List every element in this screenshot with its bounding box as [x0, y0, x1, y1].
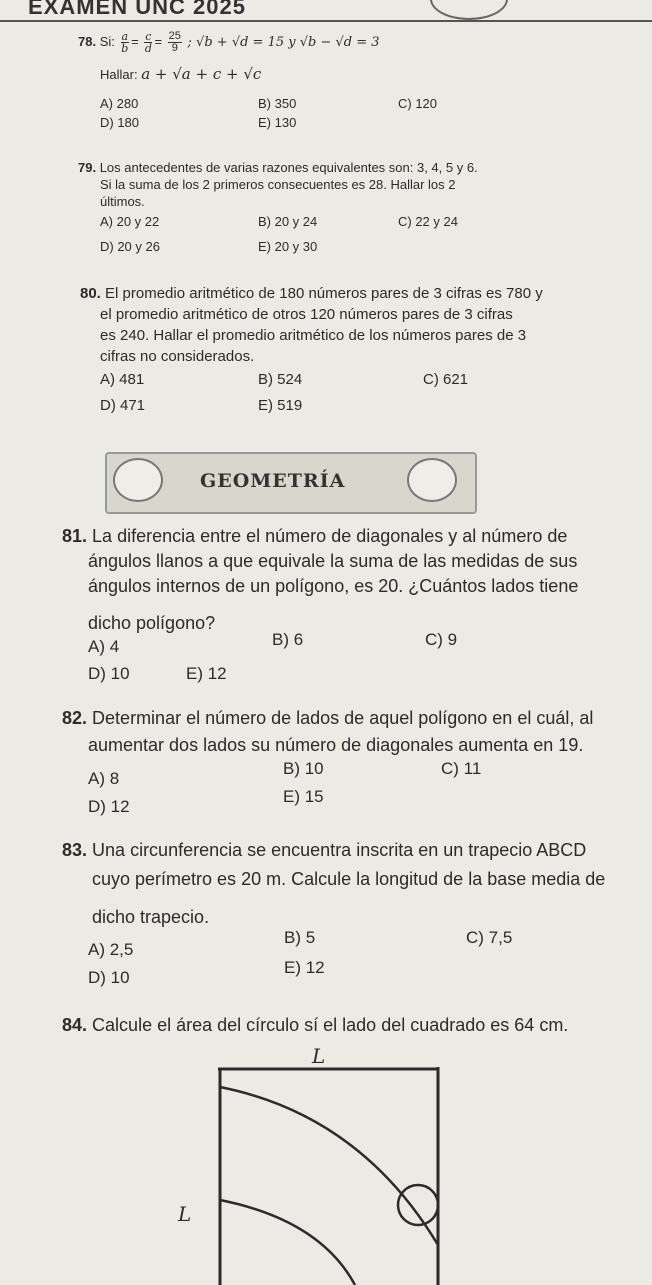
q83-line-2: cuyo perímetro es 20 m. Calcule la longitud de la base media de — [92, 869, 606, 889]
inscribed-circle — [398, 1185, 438, 1225]
q80-option-b: B) 524 — [258, 371, 303, 388]
q82-option-e: E) 15 — [283, 787, 324, 806]
q82-option-b: B) 10 — [283, 759, 324, 778]
q78-option-a: A) 280 — [100, 96, 139, 111]
q82-line-1: 82. Determinar el número de lados de aquel polígono en el cuál, al — [62, 708, 594, 728]
quarter-arc-lower — [220, 1200, 355, 1285]
q78-fraction-1: $\frac{a}{b}$ — [121, 30, 129, 55]
header-rule — [0, 20, 652, 22]
section-title: GEOMETRÍA — [200, 470, 346, 492]
q83-option-d: D) 10 — [88, 968, 130, 987]
q78-option-e: E) 130 — [258, 115, 297, 130]
q84-line-1: 84. Calcule el área del círculo sí el lado del cuadrado es 64 cm. — [62, 1015, 569, 1035]
q79-number: 79. — [78, 160, 97, 175]
q83-line-3: dicho trapecio. — [92, 907, 210, 927]
q83-line-1: 83. Una circunferencia se encuentra inscrita en un trapecio ABCD — [62, 840, 587, 860]
q83-option-c: C) 7,5 — [466, 928, 513, 947]
exam-title: EXAMEN UNC 2025 — [28, 0, 246, 19]
q79-option-e: E) 20 y 30 — [258, 239, 318, 254]
q83-option-b: B) 5 — [284, 928, 316, 947]
q78-option-d: D) 180 — [100, 115, 140, 130]
q78-given-prefix: Si: — [99, 33, 115, 49]
q80-number: 80. — [80, 285, 101, 302]
q81-option-c: C) 9 — [425, 630, 458, 649]
figure-label-left: L — [178, 1202, 192, 1226]
banner-right-emblem — [407, 458, 457, 502]
q78-option-b: B) 350 — [258, 96, 297, 111]
q81-option-d: D) 10 — [88, 664, 130, 683]
q83-option-a: A) 2,5 — [88, 940, 134, 959]
q83-number: 83. — [62, 840, 88, 860]
q79-line-1: 79. Los antecedentes de varias razones equivalentes son: 3, 4, 5 y 6. — [78, 160, 478, 175]
q80-option-d: D) 471 — [100, 397, 146, 414]
q79-option-c: C) 22 y 24 — [398, 214, 458, 229]
q81-line-2: ángulos llanos a que equivale la suma de las medidas de sus — [88, 551, 578, 571]
q79-option-d: D) 20 y 26 — [100, 239, 160, 254]
q78-statement: 78. Si: $\frac{a}{b}$ = $\frac{c}{d}$ = $\frac{25}{9}$ ; √b + √d = 15 y √b − √d = 3 — [78, 30, 380, 55]
banner-left-emblem — [113, 458, 163, 502]
q80-option-a: A) 481 — [100, 371, 145, 388]
q80-line-2: el promedio aritmético de otros 120 números pares de 3 cifras — [100, 306, 513, 323]
q81-line-3: ángulos internos de un polígono, es 20. ¿Cuántos lados tiene — [88, 576, 579, 596]
q81-option-a: A) 4 — [88, 637, 120, 656]
q82-option-d: D) 12 — [88, 797, 130, 816]
header-circle-decoration — [430, 0, 508, 20]
q80-line-1: 80. El promedio aritmético de 180 números pares de 3 cifras es 780 y — [80, 285, 543, 302]
q81-option-b: B) 6 — [272, 630, 304, 649]
q78-find — [100, 65, 500, 84]
q79-line-2: Si la suma de los 2 primeros consecuentes es 28. Hallar los 2 — [100, 177, 456, 192]
q83-option-e: E) 12 — [284, 958, 325, 977]
q78-find-label: Hallar: — [100, 67, 138, 82]
q79-option-a: A) 20 y 22 — [100, 214, 160, 229]
q84-number: 84. — [62, 1015, 88, 1035]
q82-option-c: C) 11 — [441, 759, 482, 778]
q80-line-3: es 240. Hallar el promedio aritmético de los números pares de 3 — [100, 327, 527, 344]
q81-line-1: 81. La diferencia entre el número de diagonales y al número de — [62, 526, 568, 546]
q78-fraction-3: $\frac{25}{9}$ — [168, 30, 181, 54]
q82-number: 82. — [62, 708, 88, 728]
q80-option-e: E) 519 — [258, 397, 303, 414]
q82-option-a: A) 8 — [88, 769, 120, 788]
q78-condition: ; √b + √d = 15 y √b − √d = 3 — [187, 34, 380, 50]
q78-find-expression: a + √a + c + √c — [141, 65, 262, 83]
q78-number: 78. — [78, 33, 97, 49]
q79-option-b: B) 20 y 24 — [258, 214, 318, 229]
q80-line-4: cifras no considerados. — [100, 348, 255, 365]
square-circle-figure — [210, 1045, 450, 1285]
q78-fraction-2: $\frac{c}{d}$ — [144, 30, 152, 55]
figure-label-top: L — [312, 1044, 326, 1068]
q81-number: 81. — [62, 526, 88, 546]
q81-line-4: dicho polígono? — [88, 613, 216, 633]
q78-option-c: C) 120 — [398, 96, 438, 111]
q79-line-3: últimos. — [100, 194, 145, 209]
q80-option-c: C) 621 — [423, 371, 469, 388]
q81-option-e: E) 12 — [186, 664, 227, 683]
q82-line-2: aumentar dos lados su número de diagonales aumenta en 19. — [88, 735, 584, 755]
